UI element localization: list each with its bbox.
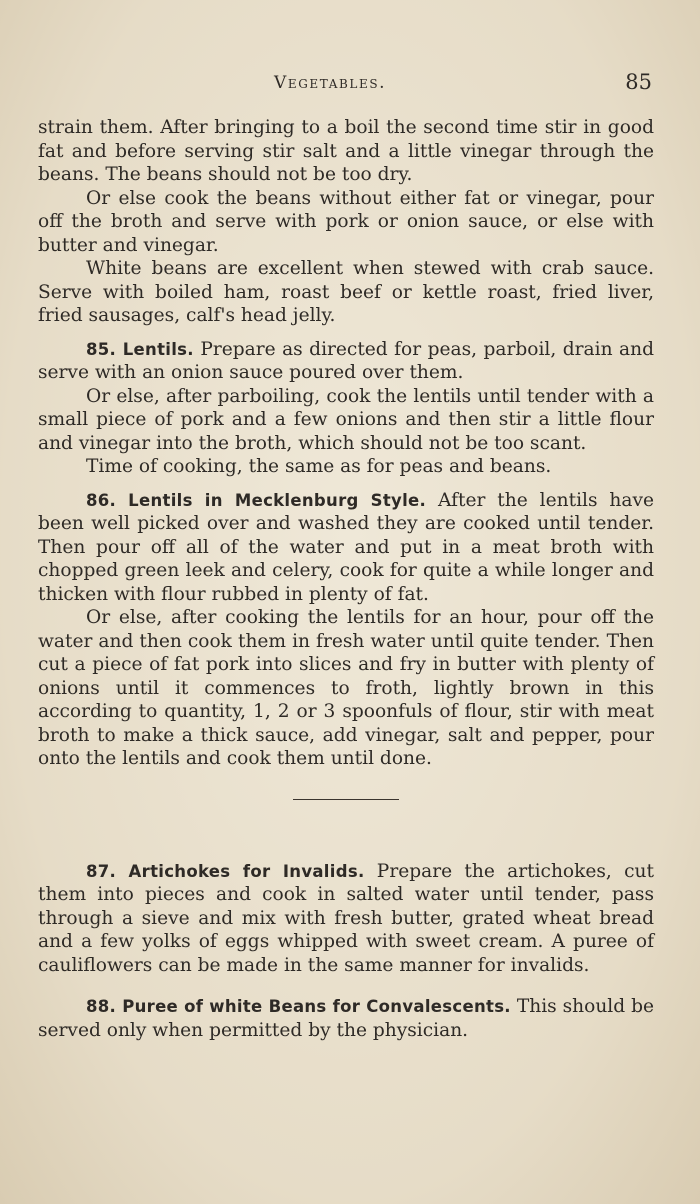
recipe-88-heading: 88. Puree of white Beans for Convalescents. [86, 997, 511, 1016]
body-text [38, 116, 654, 1042]
running-head [0, 70, 700, 99]
recipe-85-heading: 85. Lentils. [86, 339, 194, 359]
recipe-86-text: After the lentils have been well picked over and washed they are cooked until tender. Then pour off all of the water and put in a meat broth with chopped green leek and celery, cook for quite a while longer and thicken with flour rubbed in plenty of fat. [38, 489, 654, 605]
recipe-86-heading: 86. Lentils in Mecklenburg Style. [86, 490, 427, 510]
recipe-87-text: Prepare the artichokes, cut them into pieces and cook in salted water until tender, pass through a sieve and mix with fresh butter, grated wheat bread and a few yolks of eggs whipped with sweet cream. A puree of cauliflowers can be made in the same manner for invalids. [38, 860, 654, 976]
recipe-85 [38, 338, 654, 385]
recipe-85-paragraph-2: Or else, after parboiling, cook the lentils until tender with a small piece of pork and a few onions and then stir a little flour and vinegar into the broth, which should not be too scant. [38, 385, 654, 454]
recipe-85-text: Prepare as directed for peas, parboil, drain and serve with an onion sauce poured over them. [38, 338, 654, 383]
recipe-86-paragraph-2: Or else, after cooking the lentils for an hour, pour off the water and then cook them in fresh water until quite tender. Then cut a piece of fat pork into slices and fry in butter with plenty of onions until it commences to froth, lightly brown in this according to quantity, 1, 2 or 3 spoonfuls of flour, stir with meat broth to make a thick sauce, add vinegar, salt and pepper, pour onto the lentils and cook them until done. [38, 607, 654, 769]
recipe-86 [38, 489, 654, 607]
paragraph-beans-continued: strain them. After bringing to a boil the second time stir in good fat and before serving stir salt and a little vinegar through the beans. The beans should not be too dry. [38, 117, 654, 185]
recipe-88 [38, 995, 654, 1042]
recipe-87 [38, 860, 654, 978]
recipe-85-paragraph-3: Time of cooking, the same as for peas and beans. [86, 456, 552, 477]
recipe-88-text: This should be served only when permitted by the physician. [38, 996, 654, 1041]
section-divider [293, 799, 399, 800]
paragraph-beans-alternative: Or else cook the beans without either fat or vinegar, pour off the broth and serve with pork or onion sauce, or else with butter and vinegar. [38, 187, 654, 256]
paragraph-white-beans: White beans are excellent when stewed with crab sauce. Serve with boiled ham, roast beef or kettle roast, fried liver, fried sausages, calf's head jelly. [38, 258, 654, 326]
page-number: 85 [625, 70, 652, 94]
running-title: Vegetables. [274, 73, 387, 93]
recipe-87-heading: 87. Artichokes for Invalids. [86, 861, 365, 881]
